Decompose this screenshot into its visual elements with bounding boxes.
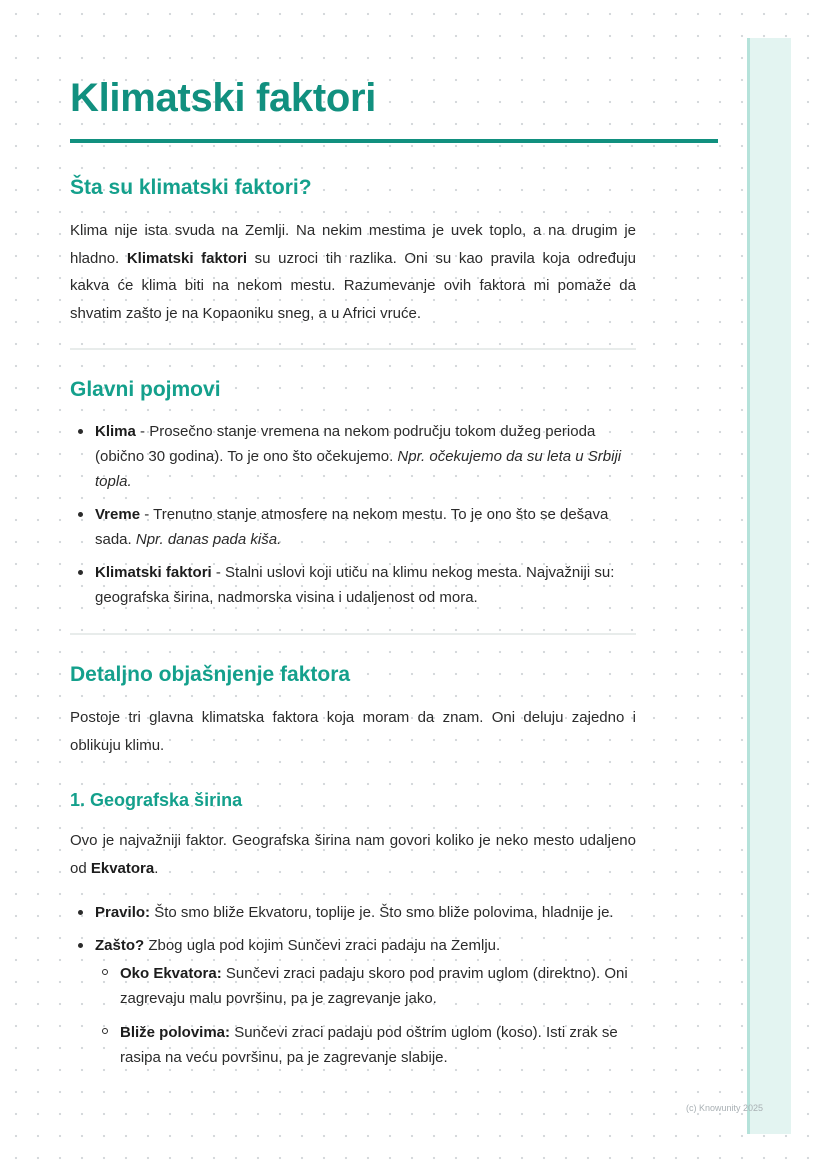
content (70, 70, 718, 1070)
section-divider (70, 348, 636, 350)
sublist (95, 961, 636, 1070)
list-item: Vreme - Trenutno stanje atmosfere na nekom mestu. To je ono što se dešava sada. Npr. danas pada kiša. (70, 502, 636, 552)
bold-term: Klimatski faktori (126, 249, 248, 267)
section-heading-main-concepts: Glavni pojmovi (70, 378, 221, 401)
latitude-paragraph: Ovo je najvažniji faktor. Geografska širina nam govori koliko je neko mesto udaljeno od Ekvatora. (70, 832, 636, 877)
detail-intro-paragraph: Postoje tri glavna klimatska faktora koja moram da znam. Oni deluju zajedno i oblikuju klimu. (70, 709, 636, 754)
section-heading-detailed: Detaljno objašnjenje faktora (70, 663, 351, 686)
list-item: Klima - Prosečno stanje vremena na nekom području tokom dužeg perioda (obično 30 godina). To je ono što očekujemo. Npr. očekujemo da su leta u Srbiji topla. (70, 419, 636, 494)
sublist-item: Bliže polovima: Sunčevi zraci padaju pod oštrim uglom (koso). Isti zrak se rasipa na veću površinu, pa je zagrevanje slabije. (95, 1020, 636, 1070)
list-item: Zašto? Zbog ugla pod kojim Sunčevi zraci padaju na Zemlju. Oko Ekvatora: Sunčevi zraci padaju skoro pod pravim uglom (direktno). Oni zagrevaju malu površinu, pa je zagrevanje jako. Bliže polovima: Sunčevi zraci padaju pod oštrim uglom (koso). Isti zrak se rasipa na veću površinu, pa je zagrevanje slabije. (70, 933, 636, 1070)
concepts-list (70, 419, 636, 610)
list-item: Klimatski faktori - Stalni uslovi koji utiču na klimu nekog mesta. Najvažniji su: geografska širina, nadmorska visina i udaljenost od mora. (70, 560, 636, 610)
sublist-item: Oko Ekvatora: Sunčevi zraci padaju skoro pod pravim uglom (direktno). Oni zagrevaju malu površinu, pa je zagrevanje jako. (95, 961, 636, 1011)
copyright-footer: (c) Knowunity 2025 (686, 1103, 764, 1113)
subsection-heading-latitude: 1. Geografska širina (70, 790, 243, 810)
list-item: Pravilo: Što smo bliže Ekvatoru, toplije je. Što smo bliže polovima, hladnije je. (70, 900, 636, 925)
latitude-list (70, 900, 636, 1070)
title-underline (70, 139, 718, 143)
section-divider (70, 633, 636, 635)
intro-paragraph: Klima nije ista svuda na Zemlji. Na nekim mestima je uvek toplo, a na drugim je hladno. Klimatski faktori su uzroci tih razlika. Oni su kao pravila koja određuju kakva će klima biti na nekom mestu. Razumevanje ovih faktora mi pomaže da shvatim zašto je na Kopaoniku sneg, a u Africi vruće. (70, 222, 636, 322)
section-heading-what-are-factors: Šta su klimatski faktori? (70, 176, 312, 199)
page-title: Klimatski faktori (70, 76, 377, 120)
margin-strip (747, 38, 791, 1134)
